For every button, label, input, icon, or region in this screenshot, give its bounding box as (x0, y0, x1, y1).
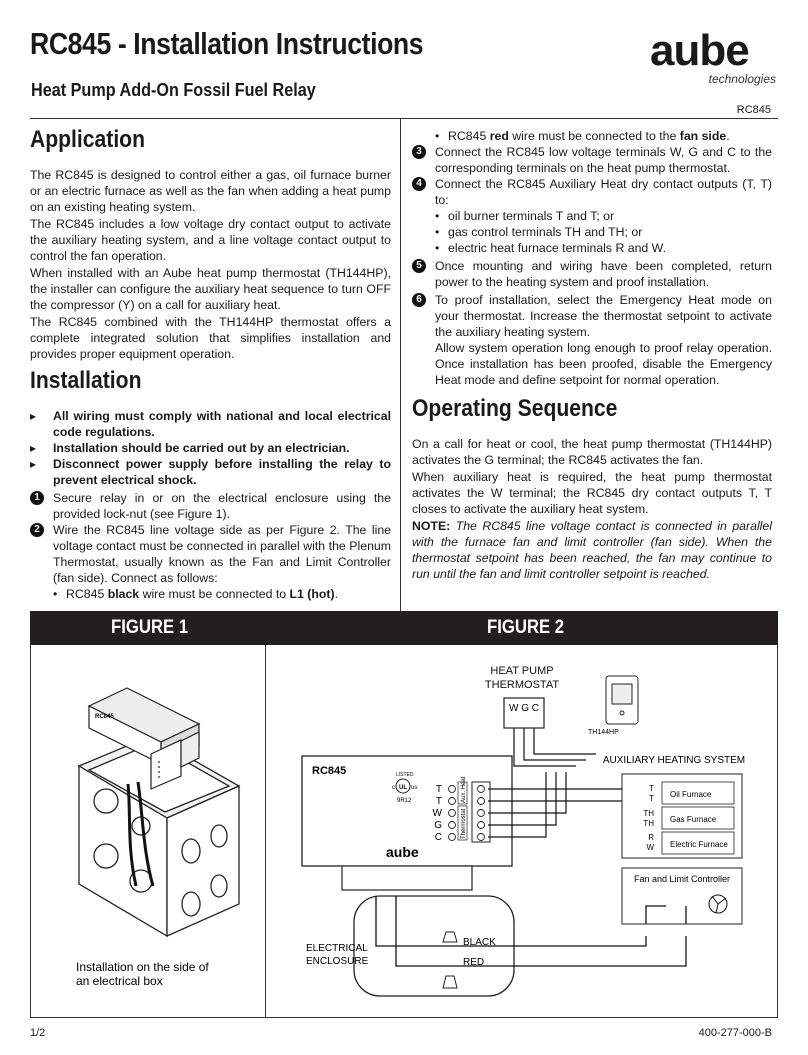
header-divider (30, 118, 778, 119)
step4-item: • gas control terminals TH and TH; or (435, 225, 643, 239)
step-6: 6 To proof installation, select the Emergency Heat mode on your thermostat. Increase the thermostat setpoint to activate the auxiliary heating system. Allow system operation long enough to proof relay operation. Once installation has been proofed, disable the Emergency Heat mode and define setpoint for normal operation. (412, 292, 772, 388)
page-subtitle: Heat Pump Add-On Fossil Fuel Relay (31, 80, 316, 100)
application-para: The RC845 combined with the TH144HP thermostat offers a complete integrated solution that simplifies installation and provides proper equipment operation. (30, 315, 391, 361)
black-connector (443, 932, 457, 942)
red-wire-item: • RC845 red wire must be connected to the fan side. (435, 129, 730, 143)
svg-text:C: C (434, 832, 442, 843)
svg-text:T: T (649, 784, 654, 793)
red-connector (443, 976, 457, 988)
step-5: 5 Once mounting and wiring have been completed, return power to the heating system and proof installation. (412, 258, 772, 290)
operating-para: On a call for heat or cool, the heat pump thermostat (TH144HP) activates the G terminal; the RC845 activates the fan. (412, 437, 772, 467)
figure2-drawing (266, 646, 776, 1016)
application-body (30, 167, 391, 363)
operating-para: When auxiliary heat is required, the heat pump thermostat activates the W terminal; the RC845 dry contact outputs T, T closes to activate the auxiliary heat system. (412, 470, 772, 516)
thermostat-device (606, 676, 638, 724)
listed-label: LISTED (396, 772, 414, 778)
doc-number: 400-277-000-B (698, 1027, 772, 1039)
application-para: When installed with an Aube heat pump thermostat (TH144HP), the installer can configure the auxiliary heat sequence to turn OFF the compressor (Y) on a call for auxiliary heat. (30, 266, 391, 312)
aux-heat-label: Aux. Heat (461, 776, 467, 803)
svg-text:W: W (646, 843, 654, 852)
step-1: 1 Secure relay in or on the electrical enclosure using the provided lock-nut (see Figure 1). (30, 490, 391, 522)
application-para: The RC845 includes a low voltage dry contact output to activate the auxiliary heating system, and a line voltage contact output to control the fan operation. (30, 217, 391, 263)
enclosure-label-1: ELECTRICAL (306, 943, 368, 954)
figure1-drawing (31, 646, 265, 1016)
black-wire-item: • RC845 black wire must be connected to L1 (hot). (53, 587, 339, 601)
application-para: The RC845 is designed to control either a gas, oil furnace burner or an electric furnace as well as the fan when adding a heat pump on an existing heating system. (30, 168, 391, 214)
step-number-icon: 6 (412, 293, 426, 307)
aube-logo (650, 26, 780, 86)
step-2: 2 Wire the RC845 line voltage side as per Figure 2. The line voltage contact must be connected in parallel with the Plenum Thermostat, usually known as the Fan and Limit Controller (fan side). Connect as follows: • RC845 black wire must be connected to L1 (hot). (30, 522, 391, 602)
page-number: 1/2 (30, 1027, 46, 1039)
relay-label: RC845 (95, 714, 114, 720)
fan-limit-label: Fan and Limit Controller (633, 874, 731, 884)
column-divider (400, 118, 401, 613)
svg-text:TH: TH (643, 809, 654, 818)
rc845-base (342, 866, 472, 890)
doc-ref: RC845 (736, 104, 771, 116)
svg-text:UL: UL (399, 785, 407, 791)
warning-item: ▸ All wiring must comply with national and local electrical code regulations. (30, 409, 391, 439)
svg-text:T: T (435, 784, 442, 795)
installation-body (30, 408, 391, 602)
svg-text:W: W (432, 808, 442, 819)
operating-body (412, 436, 772, 583)
electric-furnace-label: Electric Furnace (670, 840, 728, 849)
svg-text:c: c (392, 785, 395, 791)
step4-item: • oil burner terminals T and T; or (435, 209, 615, 223)
step-3: 3 Connect the RC845 low voltage terminals W, G and C to the corresponding terminals on the heat pump thermostat. (412, 144, 772, 176)
svg-text:us: us (411, 785, 418, 791)
wgc-label: W G C (509, 703, 539, 714)
oil-furnace-label: Oil Furnace (670, 790, 712, 799)
step4-item: • electric heat furnace terminals R and W. (435, 241, 667, 255)
black-wire-label: BLACK (463, 937, 496, 948)
step-number-icon: 1 (30, 491, 44, 505)
warning-item: ▸ Disconnect power supply before installing the relay to prevent electrical shock. (30, 457, 391, 487)
step-number-icon: 4 (412, 177, 426, 191)
rc845-brand: aube (386, 844, 419, 860)
arrow-right-icon: ▸ (30, 457, 37, 471)
figure1-caption-1: Installation on the side of (76, 960, 209, 974)
figure1-caption-2: an electrical box (76, 974, 163, 988)
svg-text:G: G (434, 820, 442, 831)
step-number-icon: 2 (30, 523, 44, 537)
step-number-icon: 3 (412, 145, 426, 159)
installation-body-cont (412, 128, 772, 388)
hp-thermostat-label-2: THERMOSTAT (484, 679, 560, 691)
step-4: 4 Connect the RC845 Auxiliary Heat dry contact outputs (T, T) to: • oil burner terminals T and T; or • gas control terminals TH and TH; or • electric heat furnace terminals R and W. (412, 176, 772, 256)
enclosure-label-2: ENCLOSURE (306, 956, 369, 967)
arrow-right-icon: ▸ (30, 441, 37, 455)
installation-heading: Installation (30, 367, 142, 394)
red-wire-label: RED (463, 957, 485, 968)
svg-text:9R12: 9R12 (397, 798, 412, 804)
aux-system-label: AUXILIARY HEATING SYSTEM (602, 755, 746, 766)
svg-text:T: T (649, 794, 654, 803)
rc845-box-label: RC845 (312, 765, 347, 777)
thermostat-model: TH144HP (588, 729, 619, 736)
svg-text:TH: TH (643, 819, 654, 828)
arrow-right-icon: ▸ (30, 409, 37, 423)
thermostat-side-label: Thermostat (461, 808, 467, 839)
gas-furnace-label: Gas Furnace (670, 815, 717, 824)
svg-text:T: T (435, 796, 442, 807)
svg-text:R: R (648, 833, 654, 842)
hp-thermostat-label-1: HEAT PUMP (490, 665, 554, 677)
step-number-icon: 5 (412, 259, 426, 273)
warning-item: ▸ Installation should be carried out by an electrician. (30, 441, 350, 455)
operating-note: NOTE: The RC845 line voltage contact is connected in parallel with the furnace fan and limit controller (fan side). When the thermostat setpoint has been reached, the fan may continue to run until the fan and limit controller setpoint is reached. (412, 519, 772, 581)
logo-word: aube (650, 26, 749, 75)
page-title: RC845 - Installation Instructions (30, 26, 424, 61)
operating-heading: Operating Sequence (412, 395, 618, 422)
figure2-label: FIGURE 2 (487, 617, 565, 638)
application-heading: Application (30, 126, 145, 153)
figure1-label: FIGURE 1 (111, 617, 189, 638)
logo-subtitle: technologies (708, 72, 776, 86)
